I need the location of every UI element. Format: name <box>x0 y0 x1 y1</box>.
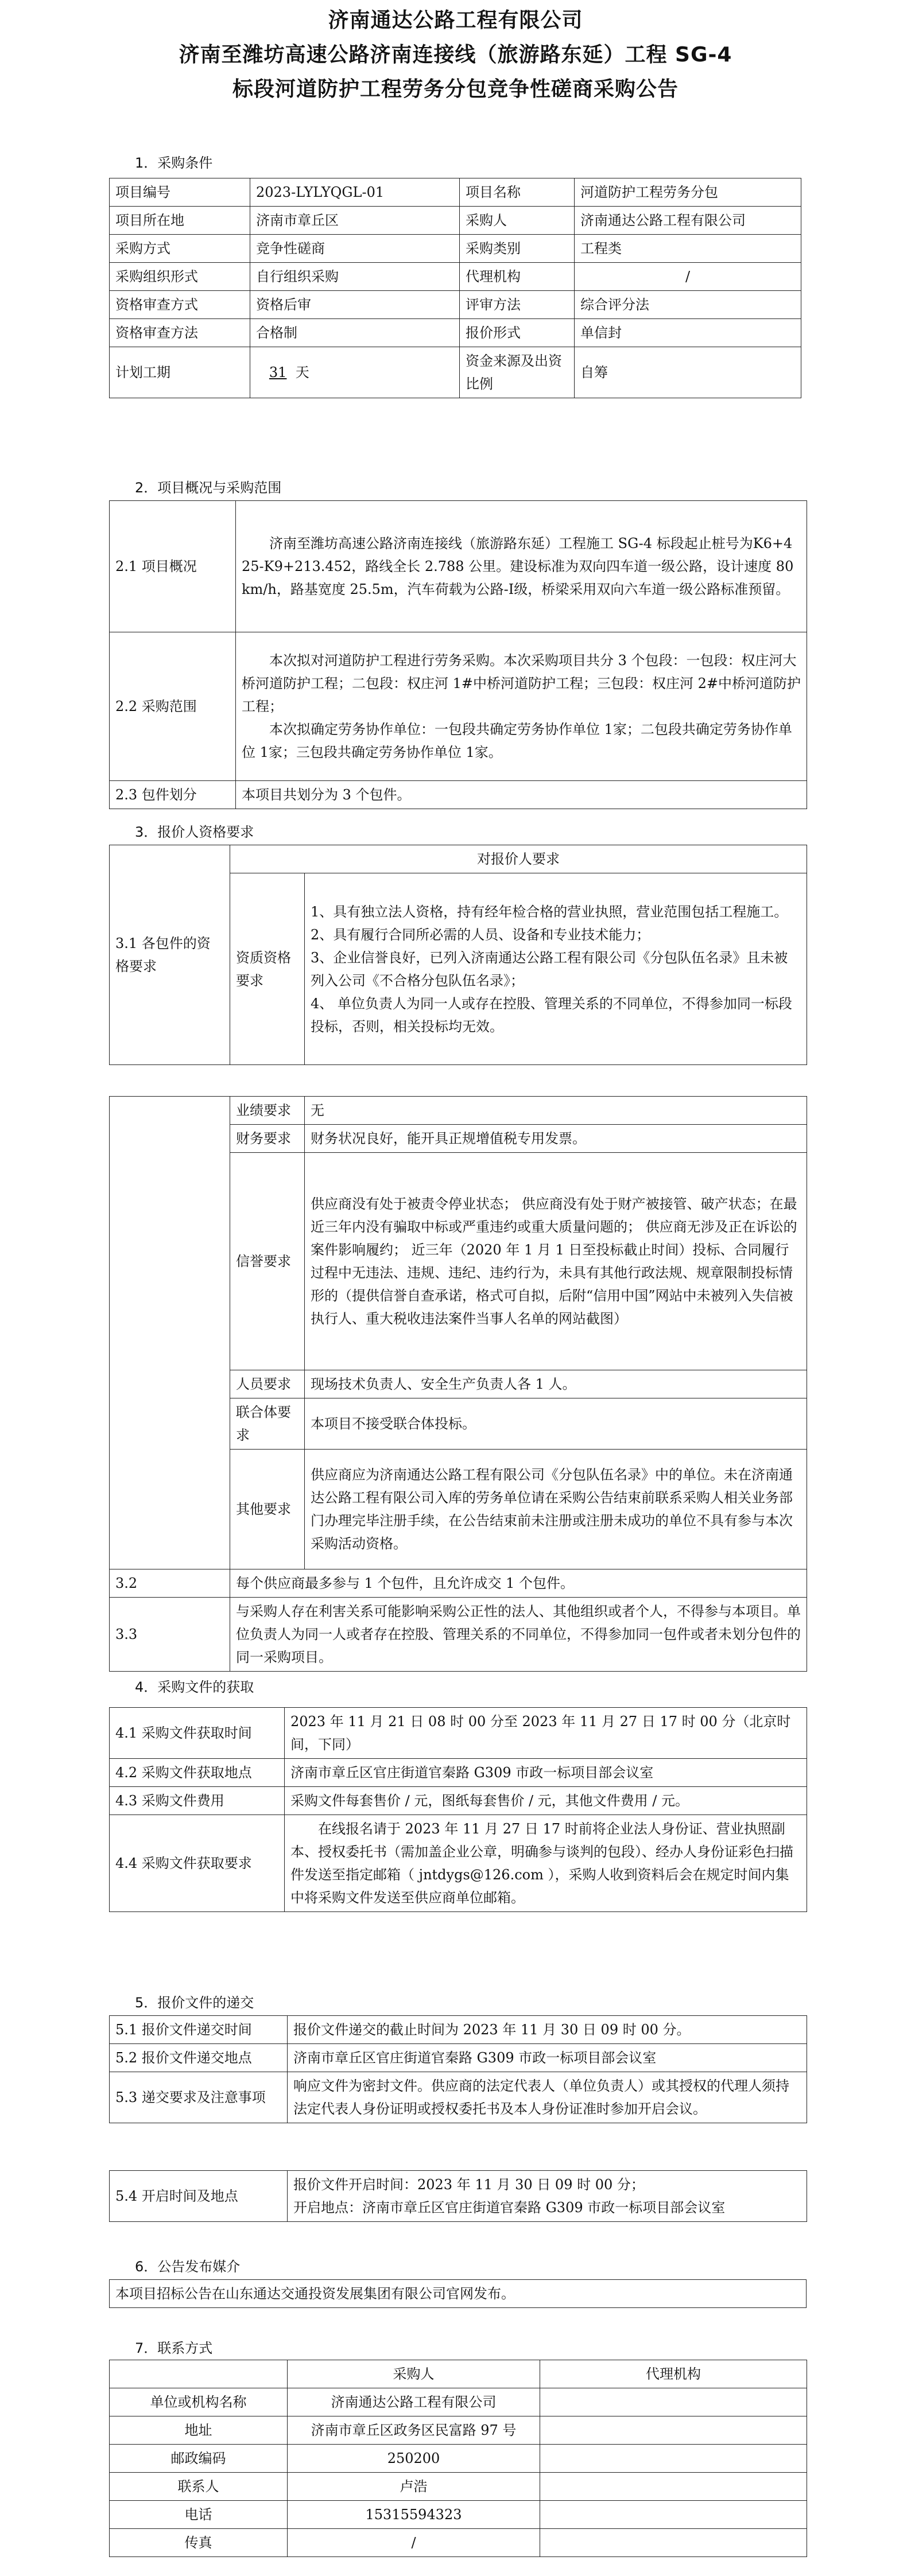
joint-label: 联合体要求 <box>230 1398 305 1450</box>
s7-row-2 <box>110 2445 807 2473</box>
s7-label: 地址 <box>110 2416 288 2445</box>
s7-col-agent: 代理机构 <box>540 2360 807 2388</box>
period-label: 计划工期 <box>110 347 250 398</box>
s1-value: 综合评分法 <box>575 291 801 319</box>
s1-key: 资格审查方式 <box>110 291 250 319</box>
section-5-open-table <box>109 2170 807 2222</box>
fin-label: 财务要求 <box>230 1125 305 1153</box>
s1-key: 代理机构 <box>460 263 575 291</box>
s7-label: 传真 <box>110 2529 288 2557</box>
open-cell <box>288 2171 807 2222</box>
s7-agent <box>540 2445 807 2473</box>
period-cell <box>250 347 460 398</box>
s7-agent <box>540 2416 807 2445</box>
open-row <box>110 2171 807 2222</box>
s5-row-0 <box>110 2016 807 2044</box>
overview-row <box>110 501 807 632</box>
package-label: 2.3 包件划分 <box>110 781 236 809</box>
s6-text: 本项目招标公告在山东通达交通投资发展集团有限公司官网发布。 <box>110 2280 807 2308</box>
s7-row-3 <box>110 2473 807 2501</box>
s1-value: 自行组织采购 <box>250 263 460 291</box>
section-3-other-table <box>109 1096 807 1672</box>
r32-text: 每个供应商最多参与 1 个包件，且允许成交 1 个包件。 <box>230 1569 807 1598</box>
scope-paragraph-2: 本次拟确定劳务协作单位：一包段共确定劳务协作单位 1家；二包段共确定劳务协作单位 1家；三包段共确定劳务协作单位 1家。 <box>242 721 792 760</box>
s1-row-3 <box>110 263 801 291</box>
section-6-table <box>109 2279 807 2308</box>
s4-value: 采购文件每套售价 / 元，图纸每套售价 / 元，其他文件费用 / 元。 <box>285 1787 807 1815</box>
scope-row <box>110 632 807 781</box>
s7-purchaser: 15315594323 <box>288 2501 540 2529</box>
section-4-table <box>109 1707 807 1912</box>
s1-value: 济南通达公路工程有限公司 <box>575 207 801 235</box>
s1-value: 资格后审 <box>250 291 460 319</box>
s7-col-purchaser: 采购人 <box>288 2360 540 2388</box>
other-label: 其他要求 <box>230 1450 305 1569</box>
s1-value: 2023-LYLYQGL-01 <box>250 178 460 207</box>
staff-value: 现场技术负责人、安全生产负责人各 1 人。 <box>305 1370 807 1398</box>
s4-label: 4.4 采购文件获取要求 <box>110 1815 285 1912</box>
s1-key: 采购人 <box>460 207 575 235</box>
open-label: 5.4 开启时间及地点 <box>110 2171 288 2222</box>
section-1-heading: 1．采购条件 <box>135 155 213 171</box>
s7-agent <box>540 2501 807 2529</box>
company-title: 济南通达公路工程有限公司 <box>328 9 583 32</box>
s5-label: 5.1 报价文件递交时间 <box>110 2016 288 2044</box>
s1-value: 济南市章丘区 <box>250 207 460 235</box>
s4-label: 4.3 采购文件费用 <box>110 1787 285 1815</box>
fund-value: 自筹 <box>575 347 801 398</box>
scope-label: 2.2 采购范围 <box>110 632 236 781</box>
s5-value: 响应文件为密封文件。供应商的法定代表人（单位负责人）或其授权的代理人须持法定代表人身份证明或授权委托书及本人身份证准时参加开启会议。 <box>288 2072 807 2123</box>
qual-label: 资质资格要求 <box>230 873 305 1065</box>
open-place: 开启地点：济南市章丘区官庄街道官秦路 G309 市政一标项目部会议室 <box>293 2200 726 2216</box>
s7-blank <box>110 2360 288 2388</box>
s7-purchaser: 济南通达公路工程有限公司 <box>288 2388 540 2416</box>
fin-value: 财务状况良好，能开具正规增值税专用发票。 <box>305 1125 807 1153</box>
r32-label: 3.2 <box>110 1569 230 1598</box>
s5-row-1 <box>110 2044 807 2072</box>
s1-key: 资格审查方法 <box>110 319 250 347</box>
req-header-row <box>110 845 807 873</box>
s1-key: 报价形式 <box>460 319 575 347</box>
fund-label: 资金来源及出资比例 <box>460 347 575 398</box>
section-2-table <box>109 500 807 809</box>
s1-row-2 <box>110 235 801 263</box>
s7-agent <box>540 2388 807 2416</box>
s1-row-4 <box>110 291 801 319</box>
s1-value: 工程类 <box>575 235 801 263</box>
s5-row-2 <box>110 2072 807 2123</box>
s5-value: 报价文件递交的截止时间为 2023 年 11 月 30 日 09 时 00 分。 <box>288 2016 807 2044</box>
other-value: 供应商应为济南通达公路工程有限公司《分包队伍名录》中的单位。未在济南通达公路工程有限公司入库的劳务单位请在采购公告结束前联系采购人相关业务部门办理完毕注册手续，在公告结束前未注册或注册未成功的单位不具有参与本次采购活动资格。 <box>305 1450 807 1569</box>
s4-value: 2023 年 11 月 21 日 08 时 00 分至 2023 年 11 月 27 日 17 时 00 分（北京时间，下同） <box>285 1708 807 1759</box>
section-4-heading: 4．采购文件的获取 <box>135 1679 254 1695</box>
s7-purchaser: 250200 <box>288 2445 540 2473</box>
s1-row-1 <box>110 207 801 235</box>
s5-label: 5.2 报价文件递交地点 <box>110 2044 288 2072</box>
qual-item: 2、具有履行合同所必需的人员、设备和专业技术能力； <box>311 926 650 943</box>
perf-label: 业绩要求 <box>230 1097 305 1125</box>
s4-label: 4.2 采购文件获取地点 <box>110 1759 285 1787</box>
s7-label: 单位或机构名称 <box>110 2388 288 2416</box>
r32-row <box>110 1569 807 1598</box>
scope-cell <box>236 632 807 781</box>
s7-label: 电话 <box>110 2501 288 2529</box>
section-3-heading: 3．报价人资格要求 <box>135 824 254 840</box>
s1-value: 单信封 <box>575 319 801 347</box>
s7-agent <box>540 2473 807 2501</box>
scope-paragraph-1: 本次拟对河道防护工程进行劳务采购。本次采购项目共分 3 个包段：一包段：权庄河大桥河道防护工程；二包段：权庄河 1#中桥河道防护工程；三包段：权庄河 2#中桥河道防护工程； <box>242 652 801 714</box>
s1-key: 采购类别 <box>460 235 575 263</box>
qual-items <box>305 873 807 1065</box>
s6-row <box>110 2280 807 2308</box>
open-time: 报价文件开启时间：2023 年 11 月 30 日 09 时 00 分； <box>293 2177 645 2193</box>
section-2-heading: 2．项目概况与采购范围 <box>135 480 282 496</box>
s1-key: 采购组织形式 <box>110 263 250 291</box>
section-5-heading: 5．报价文件的递交 <box>135 1995 254 2011</box>
s1-value: 合格制 <box>250 319 460 347</box>
s7-row-4 <box>110 2501 807 2529</box>
r33-text: 与采购人存在利害关系可能影响采购公正性的法人、其他组织或者个人，不得参与本项目。单位负责人为同一人或者存在控股、管理关系的不同单位，不得参加同一包件或者未划分包件的同一采购项目。 <box>230 1598 807 1672</box>
s1-key: 评审方法 <box>460 291 575 319</box>
s1-key: 采购方式 <box>110 235 250 263</box>
period-value: 31 <box>269 364 287 380</box>
section-1-table <box>109 178 801 398</box>
package-text: 本项目共划分为 3 个包件。 <box>236 781 807 809</box>
s5-value: 济南市章丘区官庄街道官秦路 G309 市政一标项目部会议室 <box>288 2044 807 2072</box>
qual-item: 4、 单位负责人为同一人或存在控股、管理关系的不同单位，不得参加同一标段投标，否则，相关投标均无效。 <box>311 995 792 1035</box>
s1-key: 项目名称 <box>460 178 575 207</box>
section-3-qual-table <box>109 845 807 1065</box>
s1-key: 项目编号 <box>110 178 250 207</box>
blank-cell <box>110 1097 230 1569</box>
credit-label: 信誉要求 <box>230 1153 305 1370</box>
staff-label: 人员要求 <box>230 1370 305 1398</box>
period-unit: 天 <box>295 364 309 380</box>
s1-value: 河道防护工程劳务分包 <box>575 178 801 207</box>
req-header: 对报价人要求 <box>230 845 807 873</box>
title-line-3: 标段河道防护工程劳务分包竞争性磋商采购公告 <box>232 77 679 101</box>
title-line-2: 济南至潍坊高速公路济南连接线（旅游路东延）工程 SG-4 <box>179 43 732 67</box>
package-row <box>110 781 807 809</box>
s1-row-5 <box>110 319 801 347</box>
s7-row-1 <box>110 2416 807 2445</box>
qual-item: 3、企业信誉良好，已列入济南通达公路工程有限公司《分包队伍名录》且未被列入公司《不合格分包队伍名录》； <box>311 949 788 989</box>
r33-label: 3.3 <box>110 1598 230 1672</box>
s4-row-0 <box>110 1708 807 1759</box>
s7-label: 邮政编码 <box>110 2445 288 2473</box>
s1-value: 竞争性磋商 <box>250 235 460 263</box>
s1-value: / <box>575 263 801 291</box>
s4-row-2 <box>110 1787 807 1815</box>
s7-row-0 <box>110 2388 807 2416</box>
s7-row-5 <box>110 2529 807 2557</box>
joint-value: 本项目不接受联合体投标。 <box>305 1398 807 1450</box>
s7-header-row <box>110 2360 807 2388</box>
overview-label: 2.1 项目概况 <box>110 501 236 632</box>
s4-row-1 <box>110 1759 807 1787</box>
section-7-table <box>109 2360 807 2557</box>
s7-label: 联系人 <box>110 2473 288 2501</box>
s4-label: 4.1 采购文件获取时间 <box>110 1708 285 1759</box>
s4-row-3 <box>110 1815 807 1912</box>
r33-row <box>110 1598 807 1672</box>
qual-item: 1、具有独立法人资格，持有经年检合格的营业执照，营业范围包括工程施工。 <box>311 903 788 920</box>
perf-row <box>110 1097 807 1125</box>
perf-value: 无 <box>305 1097 807 1125</box>
s4-value: 济南市章丘区官庄街道官秦路 G309 市政一标项目部会议室 <box>285 1759 807 1787</box>
section-5-table <box>109 2015 807 2123</box>
overview-text: 济南至潍坊高速公路济南连接线（旅游路东延）工程施工 SG-4 标段起止桩号为K6+425-K9+213.452，路线全长 2.788 公里。建设标准为双向四车道一级公路，设计速度 80km/h，路基宽度 25.5m，汽车荷载为公路-I级，桥梁采用双向六车道一级公路标准预留。 <box>236 501 807 632</box>
s1-key: 项目所在地 <box>110 207 250 235</box>
section-6-heading: 6．公告发布媒介 <box>135 2259 241 2275</box>
s1-row-6 <box>110 347 801 398</box>
s5-label: 5.3 递交要求及注意事项 <box>110 2072 288 2123</box>
s7-purchaser: / <box>288 2529 540 2557</box>
req-label: 3.1 各包件的资格要求 <box>110 845 230 1065</box>
s4-value: 在线报名请于 2023 年 11 月 27 日 17 时前将企业法人身份证、营业执照副本、授权委托书（需加盖企业公章，明确参与谈判的包段）、经办人身份证彩色扫描件发送至指定邮箱（ jntdygs@126.com ），采购人收到资料后会在规定时间内集中将采购文件发送至供应商单位邮箱。 <box>285 1815 807 1912</box>
s1-row-0 <box>110 178 801 207</box>
s7-purchaser: 济南市章丘区政务区民富路 97 号 <box>288 2416 540 2445</box>
s7-agent <box>540 2529 807 2557</box>
section-7-heading: 7．联系方式 <box>135 2340 213 2356</box>
credit-value: 供应商没有处于被责令停业状态； 供应商没有处于财产被接管、破产状态；在最近三年内没有骗取中标或严重违约或重大质量问题的； 供应商无涉及正在诉讼的案件影响履约； 近三年（2020 年 1 月 1 日至投标截止时间）投标、合同履行过程中无违法、违规、违纪、违约行为，未具有其他行政法规、规章限制投标情形的（提供信誉自查承诺，格式可自拟，后附“信用中国”网站中未被列入失信被执行人、重大税收违法案件当事人名单的网站截图） <box>305 1153 807 1370</box>
s7-purchaser: 卢浩 <box>288 2473 540 2501</box>
